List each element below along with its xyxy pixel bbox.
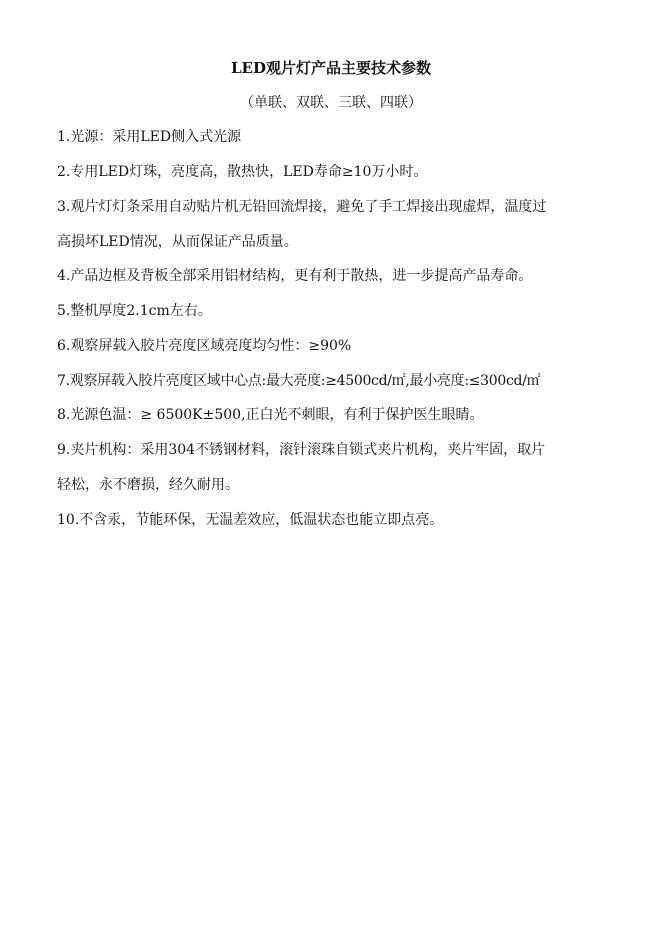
spec-item-led-beads: 2.专用LED灯珠，亮度高，散热快，LED寿命≥10万小时。	[57, 164, 428, 180]
spec-item-mercury-free: 10.不含汞，节能环保，无温差效应，低温状态也能立即点亮。	[57, 512, 444, 528]
spec-item-color-temperature: 8.光源色温：≥ 6500K±500,正白光不刺眼，有利于保护医生眼睛。	[57, 407, 484, 423]
spec-item-light-strip: 3.观片灯灯条采用自动贴片机无铅回流焊接，避免了手工焊接出现虚焊，温度过	[57, 199, 547, 215]
spec-item-light-source: 1.光源：采用LED侧入式光源	[57, 129, 242, 145]
spec-item-uniformity: 6.观察屏载入胶片亮度区域亮度均匀性：≥90%	[57, 338, 352, 354]
document-subtitle: （单联、双联、三联、四联）	[240, 95, 422, 111]
spec-item-brightness: 7.观察屏载入胶片亮度区域中心点:最大亮度:≥4500cd/㎡,最小亮度:≤300cd/㎡	[57, 373, 541, 389]
spec-item-clip-mechanism: 9.夹片机构：采用304不锈钢材料，滚针滚珠自锁式夹片机构，夹片牢固，取片	[57, 442, 546, 458]
spec-item-clip-mechanism-continued: 轻松，永不磨损，经久耐用。	[57, 477, 239, 493]
spec-item-light-strip-continued: 高损坏LED情况，从而保证产品质量。	[57, 234, 298, 250]
document-title: LED观片灯产品主要技术参数	[231, 59, 431, 77]
spec-item-frame: 4.产品边框及背板全部采用铝材结构，更有利于散热，进一步提高产品寿命。	[57, 268, 533, 284]
spec-item-thickness: 5.整机厚度2.1cm左右。	[57, 303, 212, 319]
